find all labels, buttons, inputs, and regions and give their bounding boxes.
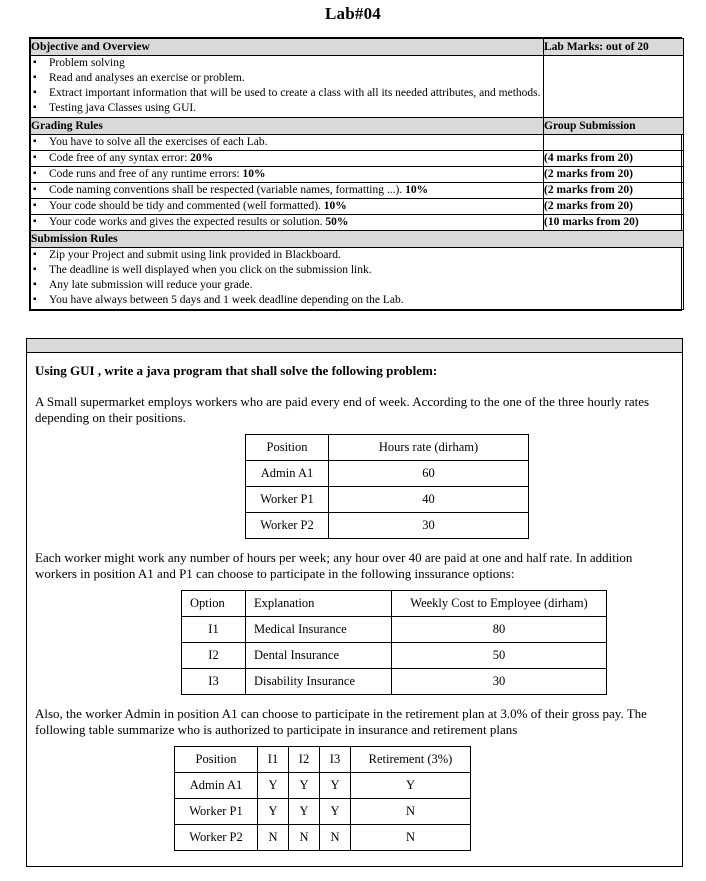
- table-cell: I2: [182, 643, 246, 669]
- column-header: I1: [258, 747, 289, 773]
- list-item: ▪ The deadline is well displayed when you click on the submission link.: [31, 264, 683, 277]
- table-cell: N: [289, 825, 320, 851]
- table-row: [182, 643, 607, 669]
- table-cell: Worker P1: [246, 487, 329, 513]
- column-header: Option: [182, 591, 246, 617]
- column-header: Position: [246, 435, 329, 461]
- rule-weight: 50%: [325, 216, 349, 228]
- objective-header: Objective and Overview: [31, 39, 544, 56]
- table-row: [182, 669, 607, 695]
- list-item: [31, 168, 543, 181]
- table-cell: Y: [320, 799, 351, 825]
- grading-marks-cell: (4 marks from 20): [544, 151, 684, 167]
- table-cell: N: [320, 825, 351, 851]
- problem-prompt: Using GUI , write a java program that shall solve the following problem:: [35, 363, 438, 378]
- list-item: [31, 136, 543, 149]
- problem-box: [26, 338, 683, 867]
- group-submission-header: Group Submission: [544, 118, 684, 135]
- grading-marks-cell: (2 marks from 20): [544, 167, 684, 183]
- rule-weight: 10%: [405, 184, 429, 196]
- table-row: [31, 183, 684, 199]
- grading-rule-cell: [31, 135, 544, 151]
- lab-marks-header: Lab Marks: out of 20: [544, 39, 684, 56]
- table-row: [175, 799, 471, 825]
- column-header: I3: [320, 747, 351, 773]
- rule-weight: 10%: [323, 200, 347, 212]
- hours-rate-table: [245, 434, 529, 539]
- table-cell: I3: [182, 669, 246, 695]
- table-row: [31, 215, 684, 231]
- problem-paragraph-1: A Small supermarket employs workers who are paid every end of week. According to the one of the three hourly rates depending on their positions.: [35, 394, 650, 425]
- table-cell: I1: [182, 617, 246, 643]
- column-header: I2: [289, 747, 320, 773]
- rule-weight: 20%: [190, 152, 214, 164]
- table-cell: Disability Insurance: [246, 669, 392, 695]
- table-cell: Worker P1: [175, 799, 258, 825]
- grading-marks-cell: (2 marks from 20): [544, 183, 684, 199]
- column-header: Weekly Cost to Employee (dirham): [392, 591, 607, 617]
- list-item: ▪ You have always between 5 days and 1 week deadline depending on the Lab.: [31, 294, 683, 307]
- table-cell: Y: [351, 773, 471, 799]
- submission-header: Submission Rules: [31, 231, 684, 248]
- table-cell: Worker P2: [175, 825, 258, 851]
- grading-marks-cell: (2 marks from 20): [544, 199, 684, 215]
- table-row: [246, 487, 529, 513]
- table-cell: Y: [289, 773, 320, 799]
- table-row: [182, 617, 607, 643]
- page-title: Lab#04: [325, 4, 381, 23]
- rule-weight: 10%: [242, 168, 266, 180]
- table-row: [246, 513, 529, 539]
- table-cell: 30: [329, 513, 529, 539]
- rubric-table: [30, 38, 684, 310]
- column-header: Explanation: [246, 591, 392, 617]
- table-cell: 40: [329, 487, 529, 513]
- table-cell: 60: [329, 461, 529, 487]
- table-cell: Y: [289, 799, 320, 825]
- table-row: [246, 435, 529, 461]
- table-cell: Admin A1: [246, 461, 329, 487]
- grading-rule-cell: [31, 151, 544, 167]
- list-item: [31, 200, 543, 213]
- problem-paragraph-2: Each worker might work any number of hours per week; any hour over 40 are paid at one and half rate. In addition workers in position A1 and P1 can choose to participate in the following inssurance options:: [35, 550, 633, 581]
- rule-text: Your code should be tidy and commented (well formatted).: [49, 200, 324, 212]
- rule-text: Code naming conventions shall be respected (variable names, formatting ...).: [49, 184, 406, 196]
- rubric-box: [29, 37, 682, 311]
- column-header: Hours rate (dirham): [329, 435, 529, 461]
- table-row: [246, 461, 529, 487]
- table-row: [31, 231, 684, 248]
- table-row: [31, 151, 684, 167]
- table-cell: N: [351, 825, 471, 851]
- list-item: [31, 184, 543, 197]
- table-row: [31, 248, 684, 310]
- table-cell: 80: [392, 617, 607, 643]
- table-cell: Y: [258, 799, 289, 825]
- rule-text: Code runs and free of any runtime errors:: [49, 168, 243, 180]
- rule-text: Code free of any syntax error:: [49, 152, 191, 164]
- grading-marks-cell: (10 marks from 20): [544, 215, 684, 231]
- table-cell: 30: [392, 669, 607, 695]
- table-cell: 50: [392, 643, 607, 669]
- problem-paragraph-3: Also, the worker Admin in position A1 can choose to participate in the retirement plan at 3.0% of their gross pay. The following table summarize who is authorized to participate in insurance and retirement plans: [35, 706, 647, 737]
- list-item: ▪ Problem solving: [31, 57, 543, 70]
- table-cell: Worker P2: [246, 513, 329, 539]
- grading-header: Grading Rules: [31, 118, 544, 135]
- list-item: ▪ Zip your Project and submit using link provided in Blackboard.: [31, 249, 683, 262]
- table-row: [175, 773, 471, 799]
- table-cell: N: [351, 799, 471, 825]
- insurance-options-table: [181, 590, 607, 695]
- objective-marks-blank: [544, 56, 684, 118]
- column-header: Retirement (3%): [351, 747, 471, 773]
- objective-items: [31, 56, 544, 118]
- grading-rule-cell: [31, 199, 544, 215]
- table-row: [175, 825, 471, 851]
- problem-banner: [27, 339, 682, 353]
- grading-rule-cell: [31, 167, 544, 183]
- table-row: [31, 135, 684, 151]
- list-item: [31, 152, 543, 165]
- clipped-heading-line: [0, 0, 706, 3]
- rule-text: Your code works and gives the expected results or solution.: [49, 216, 326, 228]
- list-item: ▪ Extract important information that will be used to create a class with all its needed attributes, and methods.: [31, 87, 543, 100]
- grading-marks-cell: [544, 135, 684, 151]
- table-cell: Admin A1: [175, 773, 258, 799]
- grading-rule-cell: [31, 183, 544, 199]
- table-row: [175, 747, 471, 773]
- table-cell: Y: [320, 773, 351, 799]
- table-cell: Medical Insurance: [246, 617, 392, 643]
- list-item: ▪ Testing java Classes using GUI.: [31, 102, 543, 115]
- table-row: [31, 39, 684, 56]
- table-row: [31, 118, 684, 135]
- grading-rule-cell: [31, 215, 544, 231]
- list-item: ▪ Any late submission will reduce your grade.: [31, 279, 683, 292]
- table-cell: N: [258, 825, 289, 851]
- table-row: [31, 199, 684, 215]
- table-cell: Dental Insurance: [246, 643, 392, 669]
- authorization-table: [174, 746, 471, 851]
- problem-body: [27, 353, 682, 851]
- list-item: [31, 216, 543, 229]
- table-row: [31, 167, 684, 183]
- submission-items: [31, 248, 684, 310]
- list-item: ▪ Read and analyses an exercise or problem.: [31, 72, 543, 85]
- table-row: [31, 56, 684, 118]
- table-row: [182, 591, 607, 617]
- table-cell: Y: [258, 773, 289, 799]
- column-header: Position: [175, 747, 258, 773]
- rule-text: You have to solve all the exercises of each Lab.: [49, 136, 268, 148]
